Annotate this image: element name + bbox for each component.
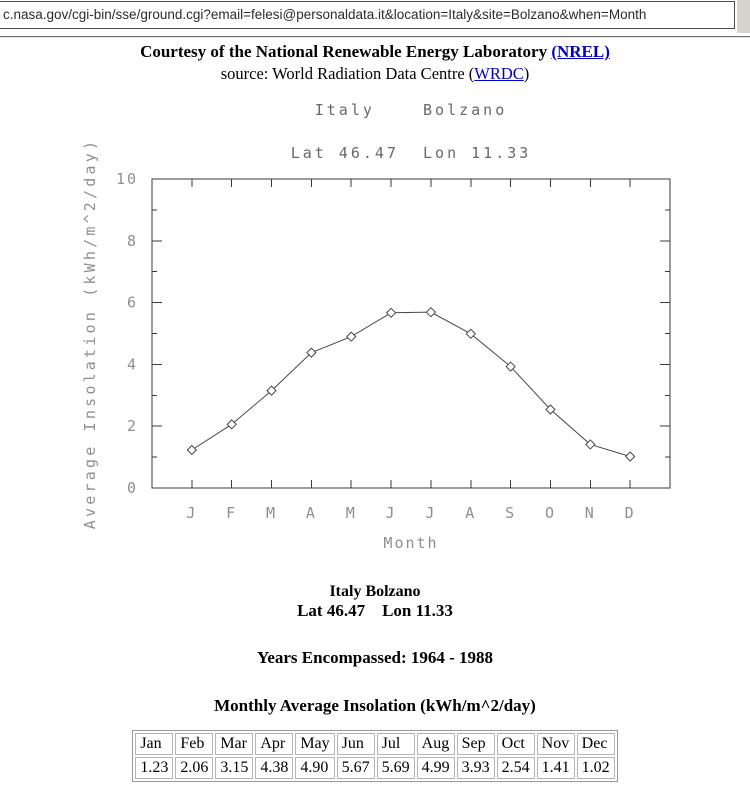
month-header-cell: Aug	[417, 733, 455, 755]
table-header-row	[135, 733, 614, 755]
chart-text: 10	[115, 170, 138, 188]
month-header-cell: Apr	[255, 733, 293, 755]
chart-text: J	[186, 504, 198, 522]
chart-text: Lat 46.47 Lon 11.33	[290, 144, 532, 162]
month-header-cell: Jan	[135, 733, 173, 755]
data-point-marker	[187, 445, 196, 454]
chart-text: Average Insolation (kWh/m^2/day)	[81, 137, 99, 530]
source-text: source: World Radiation Data Centre (	[220, 64, 475, 83]
courtesy-line	[0, 42, 750, 62]
insolation-value-cell: 5.67	[337, 757, 375, 779]
address-bar	[0, 0, 750, 33]
chart-text: 0	[126, 479, 138, 497]
wrdc-link[interactable]: WRDC	[474, 64, 524, 83]
data-point-marker	[347, 332, 356, 341]
data-point-marker	[387, 308, 396, 317]
source-text-suffix: )	[523, 64, 530, 83]
courtesy-text: Courtesy of the National Renewable Energy Laboratory	[140, 42, 552, 61]
insolation-value-cell: 4.90	[295, 757, 334, 779]
chart-text: M	[266, 504, 278, 522]
month-header-cell: Feb	[175, 733, 213, 755]
chart-text: 6	[126, 293, 138, 312]
insolation-value-cell: 3.93	[457, 757, 495, 779]
data-point-marker	[426, 308, 435, 317]
chart-text: Italy Bolzano	[314, 101, 508, 119]
month-header-cell: Jul	[377, 733, 415, 755]
month-header-cell: Jun	[337, 733, 375, 755]
browser-chrome-edge	[737, 0, 750, 33]
chart-text: A	[305, 504, 317, 522]
chart-text: A	[465, 504, 477, 522]
address-input[interactable]: c.nasa.gov/cgi-bin/sse/ground.cgi?email=felesi@personaldata.it&location=Italy&site=Bolzano&when=Month	[0, 1, 735, 29]
lat-lon-line: Lat 46.47 Lon 11.33	[297, 601, 453, 620]
chart-text: 4	[126, 355, 138, 374]
table-title: Monthly Average Insolation (kWh/m^2/day)	[214, 696, 536, 715]
month-header-cell: Mar	[215, 733, 253, 755]
month-header-cell: Nov	[537, 733, 575, 755]
insolation-value-cell: 2.06	[175, 757, 213, 779]
insolation-value-cell: 4.38	[255, 757, 293, 779]
nrel-link[interactable]: (NREL)	[551, 42, 610, 61]
location-title: Italy Bolzano	[329, 583, 421, 600]
chart-text: J	[385, 504, 397, 522]
divider	[0, 36, 750, 38]
chart-text: 8	[126, 231, 138, 250]
chart-text: Month	[383, 534, 439, 552]
table-value-row	[135, 757, 614, 779]
chart-text: O	[544, 504, 556, 522]
insolation-value-cell: 5.69	[377, 757, 415, 779]
month-header-cell: May	[295, 733, 334, 755]
insolation-value-cell: 1.23	[135, 757, 173, 779]
insolation-chart-svg	[0, 88, 750, 560]
chart-text: F	[226, 504, 238, 522]
source-line	[0, 64, 750, 84]
insolation-value-cell: 1.02	[577, 757, 615, 779]
chart-text: 2	[126, 417, 138, 436]
insolation-chart	[0, 88, 750, 560]
insolation-value-cell: 2.54	[497, 757, 535, 779]
insolation-value-cell: 4.99	[417, 757, 455, 779]
years-encompassed: Years Encompassed: 1964 - 1988	[256, 648, 494, 667]
chart-text: J	[425, 504, 437, 522]
chart-text: S	[505, 504, 517, 522]
month-header-cell: Oct	[497, 733, 535, 755]
insolation-value-cell: 3.15	[215, 757, 253, 779]
chart-text: M	[345, 504, 357, 522]
chart-text: D	[624, 504, 636, 522]
monthly-insolation-table	[132, 730, 617, 782]
chart-text: N	[584, 504, 596, 522]
month-header-cell: Dec	[577, 733, 615, 755]
insolation-value-cell: 1.41	[537, 757, 575, 779]
month-header-cell: Sep	[457, 733, 495, 755]
data-point-marker	[626, 452, 635, 461]
